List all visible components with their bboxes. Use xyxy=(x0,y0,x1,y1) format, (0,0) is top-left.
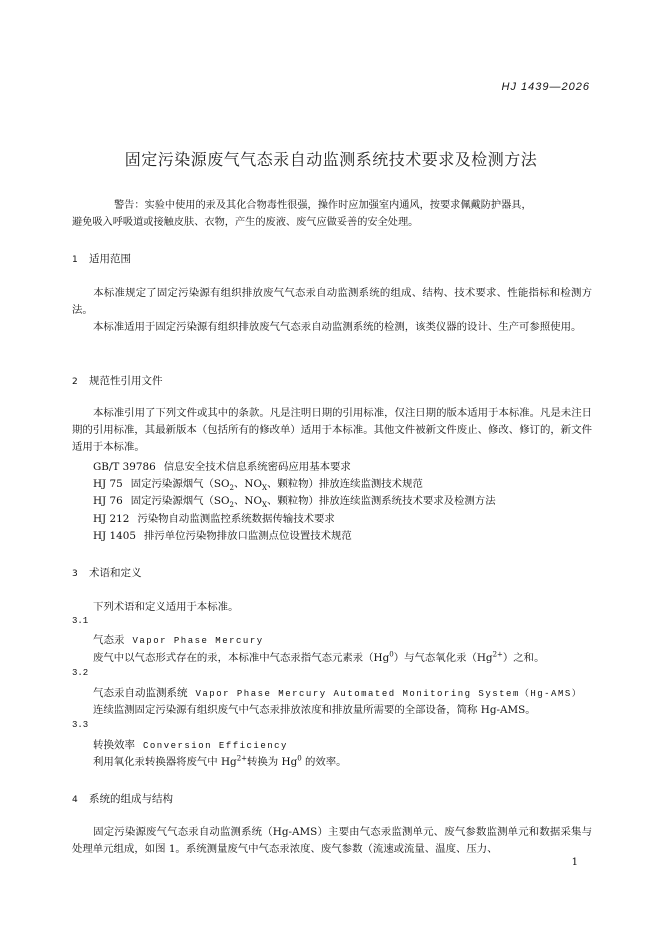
section-title: 规范性引用文件 xyxy=(89,375,163,387)
term-heading xyxy=(93,685,582,700)
section-title: 术语和定义 xyxy=(89,567,142,579)
section-title: 系统的组成与结构 xyxy=(89,793,173,805)
term-english-name: Vapor Phase Mercury Automated Monitoring System（Hg-AMS） xyxy=(195,689,583,699)
section-1-paragraph-1: 本标准规定了固定污染源有组织排放废气气态汞自动监测系统的组成、结构、技术要求、性能指标和检测方法。 xyxy=(72,287,592,316)
warning-line-1: 警告：实验中使用的汞及其化合物毒性很强，操作时应加强室内通风，按要求佩戴防护器具， xyxy=(114,200,532,211)
term-heading xyxy=(93,632,264,647)
section-number: 3 xyxy=(72,569,78,579)
reference-item: GB/T 39786 信息安全技术信息系统密码应用基本要求 xyxy=(93,461,351,473)
section-2-heading xyxy=(72,373,163,388)
section-title: 适用范围 xyxy=(89,253,131,265)
section-3-intro: 下列术语和定义适用于本标准。 xyxy=(93,601,239,613)
reference-item: HJ 76 固定污染源烟气（$SO_2$、$NO_X$、颗粒物）排放连续监测系统技术要求及检测方法 xyxy=(93,495,496,510)
section-number: 4 xyxy=(72,795,78,805)
term-english-name: Conversion Efficiency xyxy=(143,741,288,751)
section-1-paragraph-2: 本标准适用于固定污染源有组织排放废气气态汞自动监测系统的检测，该类仪器的设计、生产可参照使用。 xyxy=(93,321,582,333)
section-1-heading xyxy=(72,251,131,266)
term-heading xyxy=(93,737,288,752)
warning-notice xyxy=(72,197,590,231)
section-2-paragraph-1: 本标准引用了下列文件或其中的条款。凡是注明日期的引用标准，仅注日期的版本适用于本标准。凡是未注日期的引用标准，其最新版本（包括所有的修改单）适用于本标准。其他文件被新文件废止、修改、修订的，新文件适用于本标准。 xyxy=(72,407,592,453)
warning-line-2: 避免吸入呼吸道或接触皮肤、衣物，产生的废液、废气应做妥善的安全处理。 xyxy=(72,217,419,228)
page-number: 1 xyxy=(571,857,578,868)
section-number: 2 xyxy=(72,377,78,387)
document-title: 固定污染源废气气态汞自动监测系统技术要求及检测方法 xyxy=(124,150,538,169)
term-number: 3.3 xyxy=(72,720,89,730)
reference-item: HJ 75 固定污染源烟气（$SO_2$、$NO_X$、颗粒物）排放连续监测技术规范 xyxy=(93,478,423,493)
term-definition: 连续监测固定污染源有组织废气中气态汞排放浓度和排放量所需要的全部设备，简称 Hg-AMS。 xyxy=(93,704,536,716)
reference-item: HJ 212 污染物自动监测监控系统数据传输技术要求 xyxy=(93,513,335,525)
section-3-heading xyxy=(72,565,142,580)
section-4-heading xyxy=(72,791,173,806)
term-definition: 利用氧化汞转换器将废气中 $Hg^{2+}$转换为 Hg$^0$ 的效率。 xyxy=(93,754,347,768)
reference-item: HJ 1405 排污单位污染物排放口监测点位设置技术规范 xyxy=(93,530,352,542)
term-name: 气态汞 xyxy=(93,634,125,646)
term-definition: 废气中以气态形式存在的汞，本标准中气态汞指气态元素汞（Hg$^0$）与气态氧化汞$(Hg^{2+})$之和。 xyxy=(93,650,545,664)
term-name: 气态汞自动监测系统 xyxy=(93,687,188,699)
section-number: 1 xyxy=(72,255,78,265)
term-number: 3.2 xyxy=(72,668,89,678)
term-english-name: Vapor Phase Mercury xyxy=(132,636,264,646)
term-number: 3.1 xyxy=(72,616,89,626)
document-code: HJ 1439—2026 xyxy=(501,81,590,93)
term-name: 转换效率 xyxy=(93,739,135,751)
section-4-paragraph-1: 固定污染源废气气态汞自动监测系统（Hg-AMS）主要由气态汞监测单元、废气参数监测单元和数据采集与处理单元组成，如图 1。系统测量废气中气态汞浓度、废气参数（流速或流量、温度、压力、 xyxy=(72,826,592,855)
